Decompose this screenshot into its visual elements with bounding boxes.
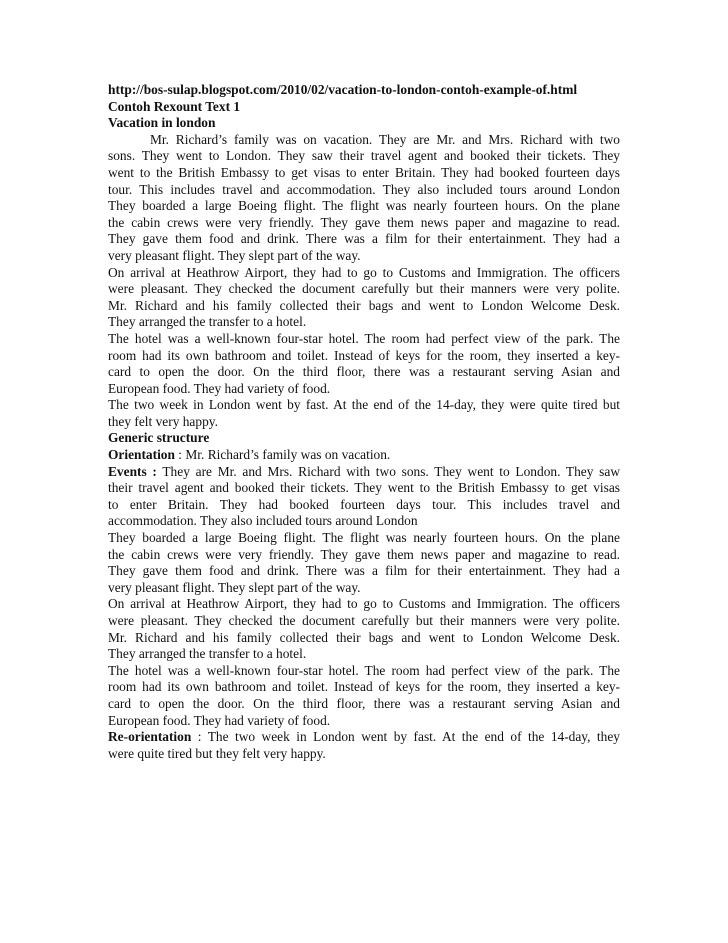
events-line: They boarded a large Boeing flight. The flight was nearly fourteen hours. On the plane (108, 530, 620, 546)
events-line: They arranged the transfer to a hotel. (108, 646, 307, 662)
story-line: room had its own bathroom and toilet. Instead of keys for the room, they inserted a key- (108, 347, 620, 363)
events-line: the cabin crews were very friendly. They gave them news paper and magazine to read. (108, 546, 620, 562)
events-line: card to open the door. On the third floor, there was a restaurant serving Asian and (108, 695, 620, 711)
story-line: European food. They had variety of food. (108, 380, 331, 396)
story-line: Mr. Richard’s family was on vacation. They are Mr. and Mrs. Richard with two (150, 131, 620, 147)
story-line: tour. This includes travel and accommodation. They also included tours around London (108, 181, 620, 197)
story-line: they felt very happy. (108, 413, 218, 429)
story-line: They boarded a large Boeing flight. The flight was nearly fourteen hours. On the plane (108, 198, 620, 214)
events-label: Events : (108, 463, 157, 479)
story-line: card to open the door. On the third floor, there was a restaurant serving Asian and (108, 364, 620, 380)
story-line: The hotel was a well-known four-star hotel. The room had perfect view of the park. The (108, 330, 620, 346)
events-line: were pleasant. They checked the document carefully but their manners were very polite. (108, 613, 620, 628)
events-line: European food. They had variety of food. (108, 712, 331, 728)
events-line: their travel agent and booked their tickets. They went to the British Embassy to get visas (108, 480, 620, 496)
story-line: The two week in London went by fast. At the end of the 14-day, they were quite tired but (108, 397, 620, 413)
orientation-text: : Mr. Richard’s family was on vacation. (174, 447, 391, 463)
events-line (108, 464, 620, 481)
source-url: http://bos-sulap.blogspot.com/2010/02/vacation-to-london-contoh-example-of.html (108, 82, 578, 97)
reorientation-label: Re-orientation (108, 729, 192, 745)
story-title: Vacation in london (108, 115, 216, 131)
events-line: accommodation. They also included tours around London (108, 513, 418, 529)
events-line: room had its own bathroom and toilet. Instead of keys for the room, they inserted a key- (108, 679, 620, 695)
events-line: Mr. Richard and his family collected their bags and went to London Welcome Desk. (108, 629, 620, 645)
generic-structure-heading: Generic structure (108, 430, 210, 446)
events-line: The hotel was a well-known four-star hotel. The room had perfect view of the park. The (108, 662, 620, 678)
events-line: very pleasant flight. They slept part of the way. (108, 579, 361, 595)
story-line: They arranged the transfer to a hotel. (108, 314, 307, 330)
story-line: sons. They went to London. They saw their travel agent and booked their tickets. They (108, 148, 620, 164)
story-line: very pleasant flight. They slept part of the way. (108, 247, 361, 263)
story-line: Mr. Richard and his family collected their bags and went to London Welcome Desk. (108, 297, 620, 313)
orientation-label: Orientation (108, 447, 175, 463)
orientation-line (108, 447, 620, 464)
story-line: were pleasant. They checked the document carefully but their manners were very polite. (108, 281, 620, 297)
story-line: They gave them food and drink. There was a film for their entertainment. They had a (108, 231, 620, 247)
document-heading: Contoh Rexount Text 1 (108, 98, 241, 114)
reorientation-line (108, 729, 620, 746)
reorientation-text: : The two week in London went by fast. At the end of the 14-day, they (191, 729, 620, 745)
events-text: They are Mr. and Mrs. Richard with two sons. They went to London. They saw (156, 463, 620, 479)
events-line: to enter Britain. They had booked fourteen days tour. This includes travel and (108, 496, 620, 512)
events-line: On arrival at Heathrow Airport, they had to go to Customs and Immigration. The officers (108, 596, 620, 612)
events-line: They gave them food and drink. There was a film for their entertainment. They had a (108, 563, 620, 579)
story-line: went to the British Embassy to get visas to enter Britain. They had booked fourteen days (108, 164, 620, 180)
story-line: On arrival at Heathrow Airport, they had to go to Customs and Immigration. The officers (108, 264, 620, 280)
story-line: the cabin crews were very friendly. They gave them news paper and magazine to read. (108, 214, 620, 230)
reorientation-line: were quite tired but they felt very happy. (108, 745, 326, 761)
document-page (108, 82, 620, 762)
